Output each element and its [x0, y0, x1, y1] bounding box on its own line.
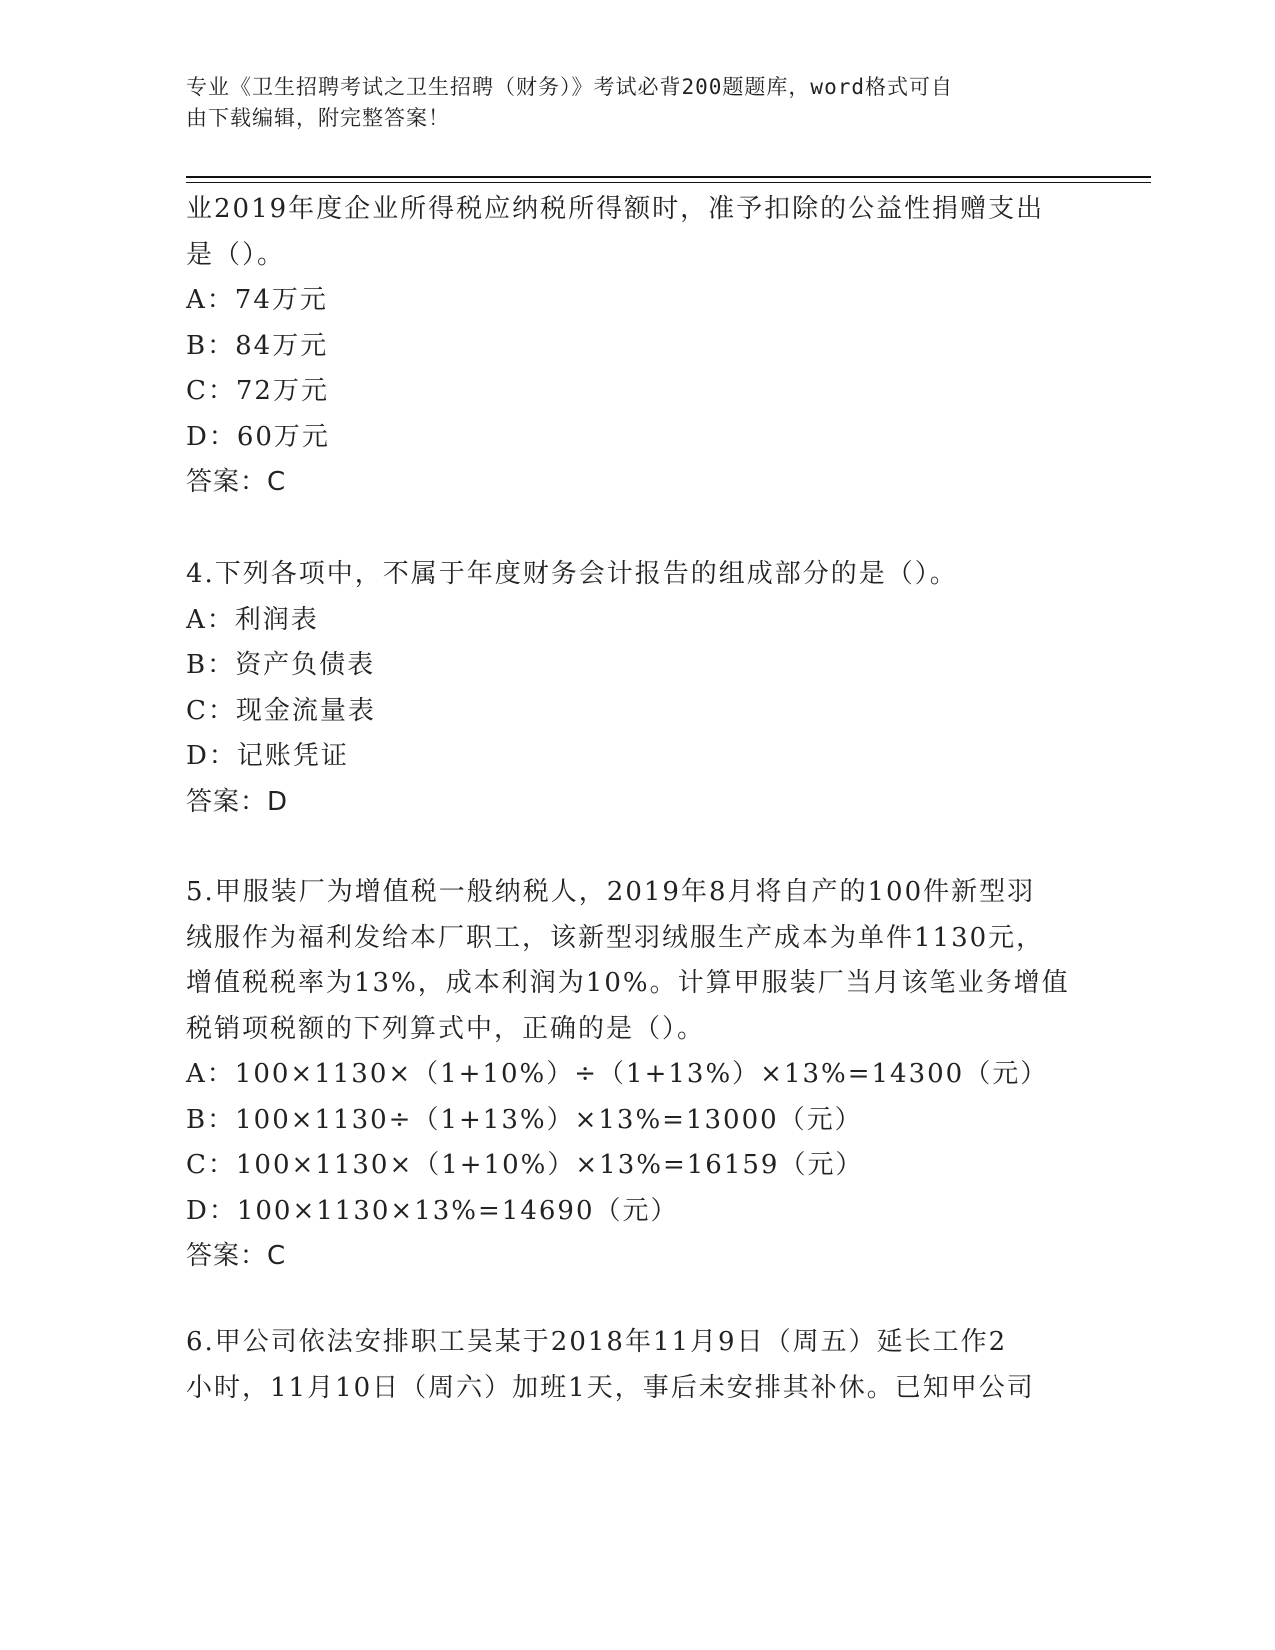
answer: 答案：C [186, 467, 287, 497]
option-b: B：100×1130÷（1+13%）×13%=13000（元） [186, 1104, 863, 1135]
question-4 [186, 552, 1086, 825]
question-text-line: 业2019年度企业所得税应纳税所得额时，准予扣除的公益性捐赠支出 [186, 194, 1045, 224]
option-b: B：资产负债表 [186, 650, 376, 680]
question-text-line: 小时，11月10日（周六）加班1天，事后未安排其补休。已知甲公司 [186, 1372, 1035, 1403]
question-text-line: 税销项税额的下列算式中，正确的是（）。 [186, 1013, 706, 1044]
question-text-line: 绒服作为福利发给本厂职工，该新型羽绒服生产成本为单件1130元， [186, 922, 1045, 953]
option-d: D：60万元 [186, 421, 330, 452]
option-a: A：74万元 [186, 285, 328, 315]
answer: 答案：D [186, 786, 289, 817]
option-d: D：100×1130×13%=14690（元） [186, 1195, 679, 1226]
question-text-line: 5.甲服装厂为增值税一般纳税人，2019年8月将自产的100件新型羽 [186, 877, 1036, 907]
question-text-line: 6.甲公司依法安排职工吴某于2018年11月9日（周五）延长工作2 [186, 1327, 1008, 1357]
option-a: A：利润表 [186, 604, 319, 635]
question-text-line: 增值税税率为13%，成本利润为10%。计算甲服装厂当月该笔业务增值 [186, 968, 1070, 998]
question-text-line: 4.下列各项中，不属于年度财务会计报告的组成部分的是（）。 [186, 559, 958, 589]
option-c: C：现金流量表 [186, 695, 376, 726]
option-c: C：100×1130×（1+10%）×13%=16159（元） [186, 1150, 864, 1180]
answer: 答案：C [186, 1241, 287, 1271]
header-rule-thin [186, 182, 1151, 183]
header-rule-thick [186, 176, 1151, 178]
question-text-line: 是（）。 [186, 239, 286, 270]
option-c: C：72万元 [186, 376, 329, 406]
option-a: A：100×1130×（1+10%）÷（1+13%）×13%=14300（元） [186, 1059, 1049, 1089]
header-line-1: 专业《卫生招聘考试之卫生招聘（财务）》考试必背200题题库，word格式可自 [186, 75, 953, 99]
header-line-2: 由下载编辑，附完整答案！ [186, 106, 450, 130]
option-d: D：记账凭证 [186, 741, 349, 771]
question-6 [186, 1320, 1086, 1411]
question-5 [186, 870, 1086, 1280]
document-header [186, 72, 1066, 134]
question-3 [186, 187, 1086, 506]
option-b: B：84万元 [186, 330, 329, 361]
